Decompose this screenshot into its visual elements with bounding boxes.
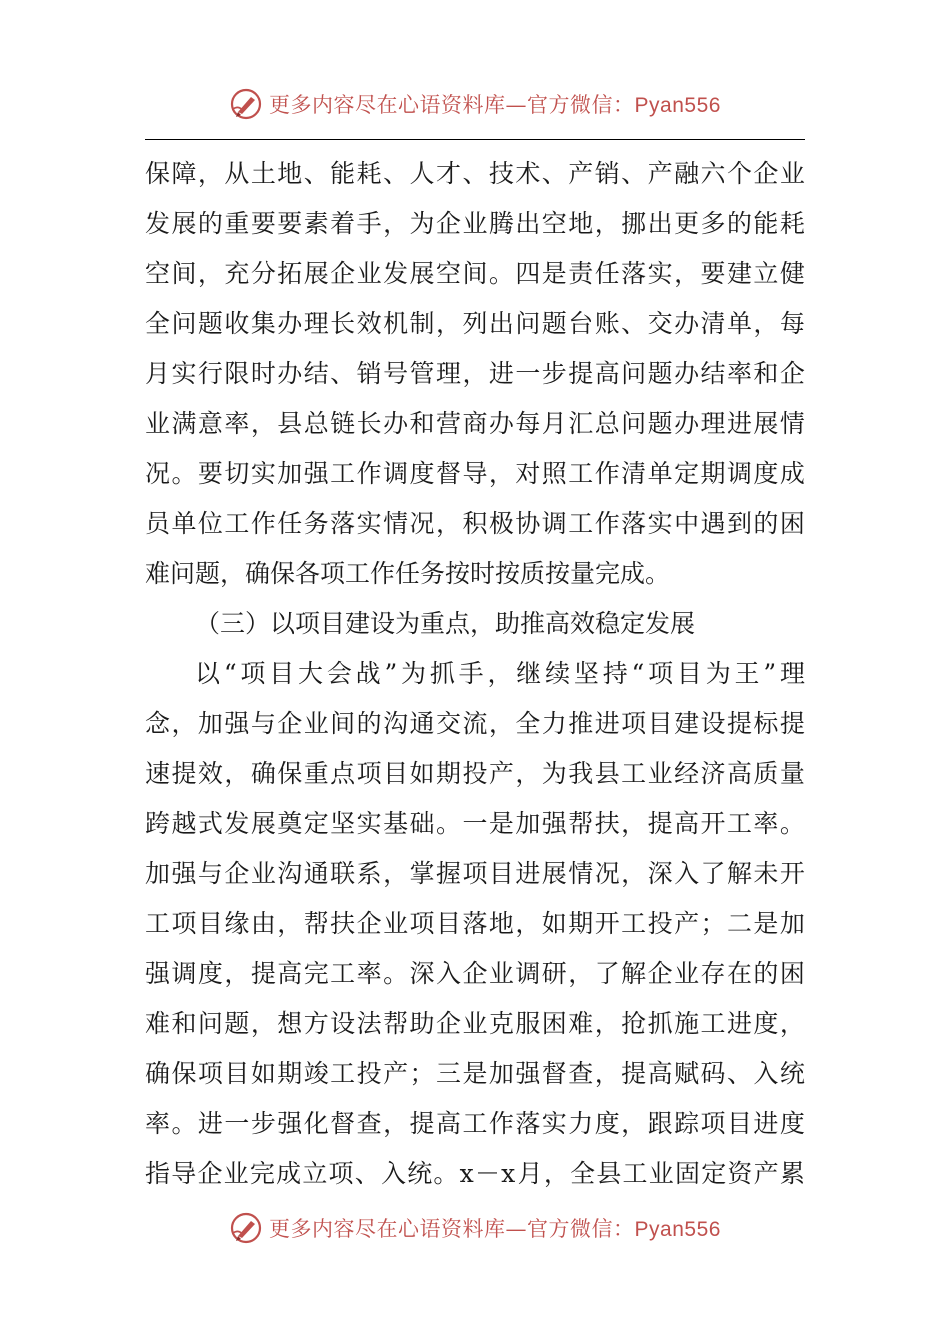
text-line: 难问题，确保各项工作任务按时按质按量完成。 [145,559,671,588]
text-line: 确 保 项 目 如 期 竣 工 投 产 ； 三 是 加 强 督 查 ， 提 高 赋 码 、 入 统 [145,1059,805,1088]
text-line: 月 实 行 限 时 办 结 、 销 号 管 理 ， 进 一 步 提 高 问 题 办 结 率 和 企 [145,359,805,388]
text-line: 空 间 ， 充 分 拓 展 企 业 发 展 空 间 。 四 是 责 任 落 实 ， 要 建 立 健 [145,259,805,288]
footer-banner [0,1208,950,1248]
text-line: 指 导 企 业 完 成 立 项 、 入 统 。 x － x 月 ， 全 县 工 业 固 定 资 产 累 [145,1159,805,1188]
text-line: 跨 越 式 发 展 奠 定 坚 实 基 础 。 一 是 加 强 帮 扶 ， 提 高 开 工 率 。 [145,809,805,838]
text-line: 难 和 问 题 ， 想 方 设 法 帮 助 企 业 克 服 困 难 ， 抢 抓 施 工 进 度 ， [145,1009,805,1038]
document-body [145,149,805,1199]
header-banner-text: 更多内容尽在心语资料库—官方微信：Pyan556 [269,93,721,117]
text-line: 强 调 度 ， 提 高 完 工 率 。 深 入 企 业 调 研 ， 了 解 企 业 存 在 的 困 [145,959,805,988]
header-banner [0,84,950,124]
text-line: 况 。 要 切 实 加 强 工 作 调 度 督 导 ， 对 照 工 作 清 单 定 期 调 度 成 [145,459,805,488]
pen-logo-icon [229,87,263,121]
pen-logo-icon [229,1211,263,1245]
text-line: 业 满 意 率 ， 县 总 链 长 办 和 营 商 办 每 月 汇 总 问 题 办 理 进 展 情 [145,409,805,438]
text-line: 速 提 效 ， 确 保 重 点 项 目 如 期 投 产 ， 为 我 县 工 业 经 济 高 质 量 [145,759,805,788]
text-line: 员 单 位 工 作 任 务 落 实 情 况 ， 积 极 协 调 工 作 落 实 中 遇 到 的 困 [145,509,805,538]
footer-banner-text: 更多内容尽在心语资料库—官方微信：Pyan556 [269,1217,721,1241]
text-line: 全 问 题 收 集 办 理 长 效 机 制 ， 列 出 问 题 台 账 、 交 办 清 单 ， 每 [145,309,805,338]
section-heading: （三）以项目建设为重点，助推高效稳定发展 [195,609,696,638]
text-line: 保 障 ， 从 土 地 、 能 耗 、 人 才 、 技 术 、 产 销 、 产 融 六 个 企 业 [145,159,805,188]
text-line: 加 强 与 企 业 沟 通 联 系 ， 掌 握 项 目 进 展 情 况 ， 深 入 了 解 未 开 [145,859,805,888]
text-line: 工 项 目 缘 由 ， 帮 扶 企 业 项 目 落 地 ， 如 期 开 工 投 产 ； 二 是 加 [145,909,805,938]
text-line: 发 展 的 重 要 要 素 着 手 ， 为 企 业 腾 出 空 地 ， 挪 出 更 多 的 能 耗 [145,209,805,238]
text-line: 以 “ 项 目 大 会 战 ” 为 抓 手 ， 继 续 坚 持 “ 项 目 为 王 ” 理 [195,659,805,688]
header-rule [145,139,805,140]
text-line: 念 ， 加 强 与 企 业 间 的 沟 通 交 流 ， 全 力 推 进 项 目 建 设 提 标 提 [145,709,805,738]
text-line: 率 。 进 一 步 强 化 督 查 ， 提 高 工 作 落 实 力 度 ， 跟 踪 项 目 进 度 [145,1109,805,1138]
